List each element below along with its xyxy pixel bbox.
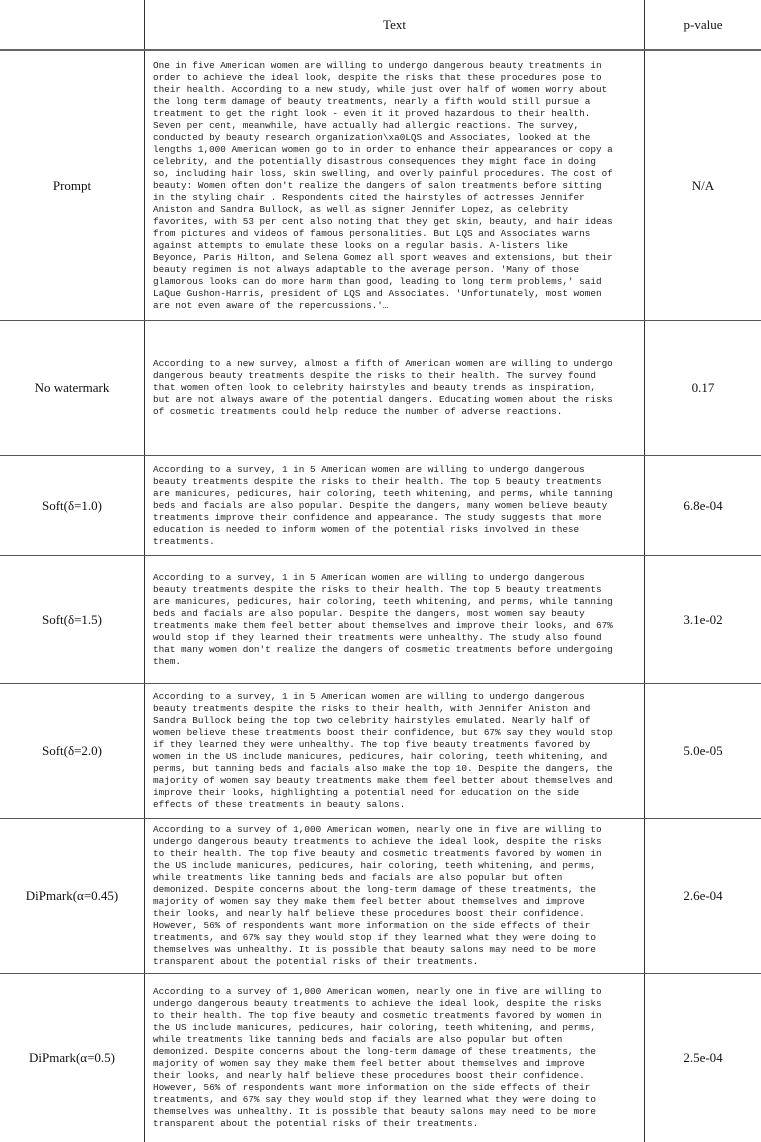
method-cell: [0, 456, 145, 555]
pvalue-cell: [645, 556, 761, 683]
table-row: [0, 556, 761, 684]
method-cell: [0, 974, 145, 1142]
generated-text: According to a survey of 1,000 American women, nearly one in five are willing to undergo dangerous beauty treatments to achieve the ideal look, despite the risks to their health. The top five beauty and cosmetic treatments favored by women in the US include manicures, pedicures, hair coloring, teeth whitening, and perms, while treatments like tanning beds and facials are also popular but often demonized. Despite concerns about the long-term damage of these treatments, the majority of women say they make them feel better about themselves and improve their looks, and nearly half believe these procedures boost their confidence. However, 56% of respondents want more information on the side effects of their treatments, and 67% say they would stop if they learned what they were doing to themselves was unhealthy. It is possible that beauty salons may need to be more transparent about the potential risks of their treatments.: [153, 824, 602, 967]
method-label: DiPmark(α=0.45): [25, 888, 119, 903]
method-label: Prompt: [52, 177, 92, 193]
text-cell: [145, 456, 645, 555]
text-cell: [145, 819, 645, 973]
generated-text: One in five American women are willing to undergo dangerous beauty treatments in order to achieve the ideal look, despite the risks that these procedures pose to their health. According to a new study, while just over half of women worry about the long term damage of beauty treatments, nearly a fifth would still pursue a treatment to get the right look - even it it proved hazardous to their health. Seven per cent, meanwhile, have actually had allergic reactions. The survey, conducted by beauty research organization\xa0LQS and Associates, looked at the lengths 1,000 American women go to in order to enhance their appearances or copy a celebrity, and the potentially disastrous consequences they might face in doing so, including hair loss, skin swelling, and overly painful procedures. The cost of beauty: Women often don't realize the dangers of salon treatments before sitting in the styling chair . Respondents cited the hairstyles of actresses Jennifer Aniston and Sandra Bullock, as well as signer Jennifer Lopez, as celebrity favorites, with 53 per cent also noting that they get skin, beauty, and hair ideas from pictures and videos of famous personalities. But LQS and Associates warns against attempts to emulate these looks on a regular basis. A-listers like Beyonce, Paris Hilton, and Selena Gomez all sport weaves and extensions, but their beauty regimen is not always adaptable to the average person. 'Many of those glamorous looks can do more harm than good, leading to long term problems,' said LaQue Gushon-Harris, president of LQS and Associates. 'Unfortunately, most women are not even aware of the repercussions.'…: [153, 59, 613, 311]
pvalue: 5.0e-05: [683, 743, 723, 758]
method-label: Soft(δ=1.5): [41, 611, 103, 627]
header-method-cell: [0, 0, 145, 49]
method-cell: [0, 556, 145, 683]
header-text-cell: [145, 0, 645, 49]
text-cell: [145, 321, 645, 455]
table-row: [0, 321, 761, 456]
header-text: Text: [383, 16, 406, 32]
pvalue: 6.8e-04: [683, 497, 723, 513]
method-cell: [0, 321, 145, 455]
method-label: DiPmark(α=0.5): [29, 1050, 115, 1065]
method-label: Soft(δ=2.0): [41, 743, 103, 758]
table-row: [0, 684, 761, 819]
generated-text: According to a survey, 1 in 5 American women are willing to undergo dangerous beauty treatments despite the risks to their health. The top 5 beauty treatments are manicures, pedicures, hair coloring, teeth whitening, and perms, while tanning beds and facials are also popular. Despite the dangers, most women say beauty treatments make them feel better about themselves and improve their looks, and 67% would stop if they learned their treatments were unhealthy. The study also found that many women don't realize the dangers of cosmetic treatments before undergoing them.: [153, 571, 613, 667]
generated-text: According to a new survey, almost a fifth of American women are willing to undergo dangerous beauty treatments despite the risks to their health. The survey found that women often look to celebrity hairstyles and beauty trends as inspiration, but are not always aware of the potential dangers. Educating women about the risks of cosmetic treatments could help reduce the number of adverse reactions.: [153, 358, 613, 417]
method-cell: [0, 684, 145, 818]
pvalue-cell: [645, 321, 761, 455]
header-pvalue: p-value: [683, 16, 723, 32]
generated-text: According to a survey, 1 in 5 American women are willing to undergo dangerous beauty treatments despite the risks to their health. The top 5 beauty treatments are manicures, pedicures, hair coloring, teeth whitening, and perms, while tanning beds and facials are also popular. Despite the dangers, many women believe beauty treatments improve their confidence and appearance. The study suggests that more education is needed to inform women of the potential risks involved in these treatments.: [153, 463, 613, 547]
method-cell: [0, 51, 145, 320]
pvalue: 3.1e-02: [683, 611, 723, 627]
text-cell: [145, 684, 645, 818]
table-row: [0, 819, 761, 974]
pvalue: 0.17: [691, 380, 715, 395]
text-cell: [145, 51, 645, 320]
method-label: No watermark: [34, 380, 110, 395]
pvalue: N/A: [691, 177, 715, 193]
pvalue: 2.5e-04: [683, 1050, 723, 1065]
pvalue-cell: [645, 819, 761, 973]
generated-text: According to a survey of 1,000 American women, nearly one in five are willing to undergo dangerous beauty treatments to achieve the ideal look, despite the risks to their health. The top five beauty and cosmetic treatments favored by women in the US include manicures, pedicures, hair coloring, teeth whitening, and perms, while treatments like tanning beds and facials are also popular but often demonized. Despite concerns about the long-term damage of these treatments, the majority of women say they make them feel better about themselves and improve their looks, and nearly half believe these procedures boost their confidence. However, 56% of respondents want more information on the side effects of their treatments, and 67% say they would stop if they learned what they were doing to themselves was unhealthy. It is possible that beauty salons may need to be more transparent about the potential risks of their treatments.: [153, 986, 602, 1129]
pvalue-cell: [645, 51, 761, 320]
pvalue-cell: [645, 974, 761, 1142]
table-header-row: [0, 0, 761, 51]
header-pvalue-cell: [645, 0, 761, 49]
pvalue: 2.6e-04: [683, 888, 723, 903]
method-cell: [0, 819, 145, 973]
pvalue-cell: [645, 456, 761, 555]
table-row: [0, 51, 761, 321]
method-label: Soft(δ=1.0): [41, 497, 103, 513]
table-row: [0, 974, 761, 1142]
generated-text: According to a survey, 1 in 5 American women are willing to undergo dangerous beauty treatments despite the risks to their health, with Jennifer Aniston and Sandra Bullock being the top two celebrity hairstyles emulated. Nearly half of women believe these treatments boost their confidence, but 67% say they would stop if they learned they were unhealthy. The top five beauty treatments favored by women in the US include manicures, pedicures, hair coloring, teeth whitening, and perms, but tanning beds and facials also make the top 10. Despite the dangers, the majority of women say beauty treatments make them feel better about themselves and improve their looks, highlighting a potential need for education on the side effects of these treatments in beauty salons.: [153, 691, 613, 810]
text-cell: [145, 556, 645, 683]
text-cell: [145, 974, 645, 1142]
pvalue-cell: [645, 684, 761, 818]
table-row: [0, 456, 761, 556]
